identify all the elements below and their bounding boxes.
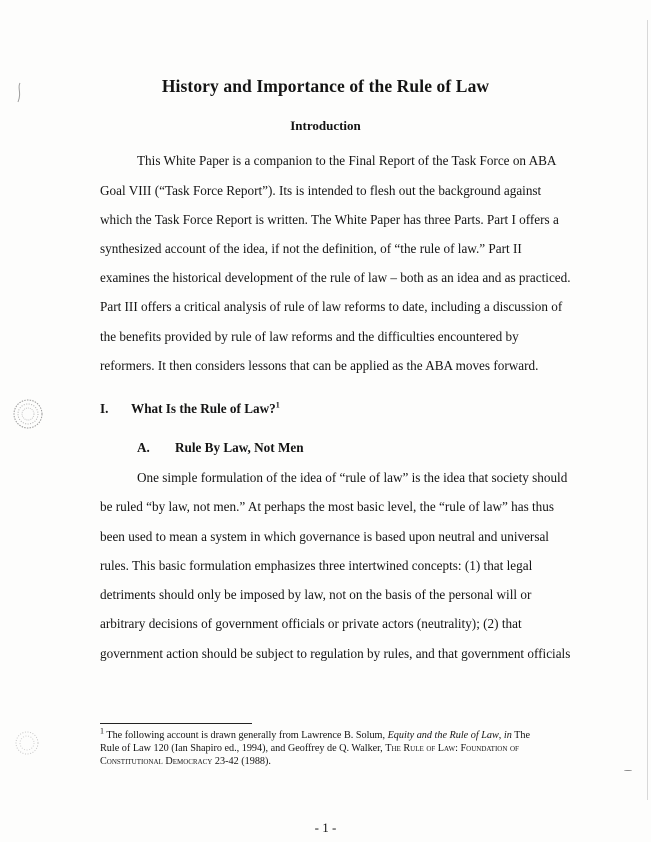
- intro-line: which the Task Force Report is written. The White Paper has three Parts. Part I offers a: [100, 212, 559, 227]
- footnote-text: ,: [498, 730, 504, 741]
- scan-edge-line: [647, 20, 648, 800]
- body-line: arbitrary decisions of government officials or private actors (neutrality); (2) that: [100, 616, 522, 631]
- footnote-text: Rule of Law 120 (Ian Shapiro ed., 1994), and Geoffrey de Q. Walker,: [100, 743, 386, 754]
- subsection-letter: A.: [137, 440, 150, 455]
- footnote-text: 23-42 (1988).: [212, 756, 271, 767]
- body-line: government action should be subject to regulation by rules, and that government officials: [100, 646, 571, 661]
- body-line: One simple formulation of the idea of “rule of law” is the idea that society should: [137, 470, 568, 485]
- section-heading: [131, 401, 280, 417]
- footnote-book-title: Constitutional Democracy: [100, 756, 213, 767]
- scan-speck: [624, 770, 632, 771]
- intro-line: synthesized account of the idea, if not the definition, of “the rule of law.” Part II: [100, 241, 522, 256]
- footnote-line: [100, 743, 519, 755]
- document-title: History and Importance of the Rule of Law: [161, 76, 490, 96]
- body-line: rules. This basic formulation emphasizes three intertwined concepts: (1) that legal: [100, 558, 533, 573]
- footnote-book-title: The Rule of Law: Foundation of: [385, 743, 519, 754]
- footnote-italic-in: in: [503, 730, 512, 741]
- scan-mark: [14, 82, 24, 104]
- scan-hole-mark: [10, 396, 46, 432]
- body-line: been used to mean a system in which governance is based upon neutral and universal: [100, 529, 549, 544]
- body-line: detriments should only be imposed by law, not on the basis of the personal will or: [100, 587, 532, 602]
- intro-line: Part III offers a critical analysis of rule of law reforms to date, including a discussion of: [100, 299, 563, 314]
- page-number: - 1 -: [314, 820, 337, 835]
- intro-line: Goal VIII (“Task Force Report”). Its is intended to flesh out the background against: [100, 183, 542, 198]
- section-introduction-heading: Introduction: [290, 118, 361, 133]
- section-number: I.: [100, 401, 109, 416]
- intro-line: reformers. It then considers lessons that can be applied as the ABA moves forward.: [100, 358, 539, 373]
- footnote-text: The: [511, 730, 531, 741]
- body-line: be ruled “by law, not men.” At perhaps the most basic level, the “rule of law” has thus: [100, 499, 554, 514]
- footnote-reference: 1: [275, 400, 280, 410]
- footnote-line: [100, 756, 271, 768]
- intro-line: This White Paper is a companion to the Final Report of the Task Force on ABA: [137, 153, 557, 168]
- footnote-marker: 1: [100, 726, 104, 736]
- subsection-heading: Rule By Law, Not Men: [175, 440, 304, 455]
- footnote-line: [100, 726, 531, 742]
- scan-hole-mark: [12, 728, 42, 758]
- footnote-text: The following account is drawn generally from Lawrence B. Solum,: [104, 730, 388, 741]
- intro-line: examines the historical development of the rule of law – both as an idea and as practiced.: [100, 270, 571, 285]
- intro-line: the benefits provided by rule of law reforms and the difficulties encountered by: [100, 329, 519, 344]
- section-heading-text: What Is the Rule of Law?: [131, 401, 276, 416]
- footnote-italic-title: Equity and the Rule of Law: [387, 730, 499, 741]
- footnote-separator: [100, 723, 252, 724]
